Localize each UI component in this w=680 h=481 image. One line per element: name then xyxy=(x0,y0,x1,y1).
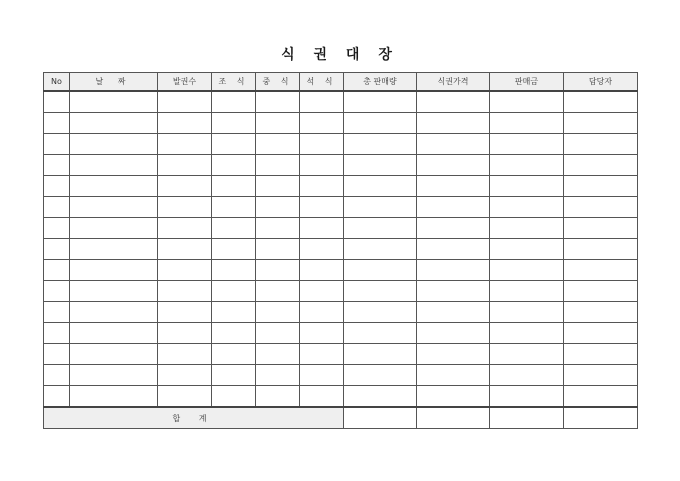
column-header-date: 날 짜 xyxy=(70,73,158,92)
table-cell-no[interactable] xyxy=(44,386,70,408)
table-cell-dinner[interactable] xyxy=(300,91,344,113)
table-cell-issued-count[interactable] xyxy=(158,155,212,176)
table-cell-ticket-price[interactable] xyxy=(417,260,490,281)
table-cell-sales-amount[interactable] xyxy=(490,197,564,218)
total-cell-person-in-charge[interactable] xyxy=(564,407,638,429)
table-cell-issued-count[interactable] xyxy=(158,323,212,344)
table-cell-date[interactable] xyxy=(70,218,158,239)
table-cell-lunch[interactable] xyxy=(256,113,300,134)
table-cell-breakfast[interactable] xyxy=(212,365,256,386)
column-header-ticket-price: 식권가격 xyxy=(417,73,490,92)
table-cell-total-sales[interactable] xyxy=(344,113,417,134)
table-row xyxy=(44,323,638,344)
table-cell-date[interactable] xyxy=(70,155,158,176)
table-cell-lunch[interactable] xyxy=(256,197,300,218)
table-cell-issued-count[interactable] xyxy=(158,239,212,260)
table-cell-lunch[interactable] xyxy=(256,281,300,302)
table-cell-issued-count[interactable] xyxy=(158,365,212,386)
meal-ticket-ledger-table xyxy=(43,72,638,429)
table-cell-total-sales[interactable] xyxy=(344,239,417,260)
page-title: 식 권 대 장 xyxy=(281,47,399,63)
table-cell-no[interactable] xyxy=(44,365,70,386)
table-row xyxy=(44,218,638,239)
table-cell-date[interactable] xyxy=(70,91,158,113)
table-cell-no[interactable] xyxy=(44,323,70,344)
table-body xyxy=(44,91,638,407)
table-cell-sales-amount[interactable] xyxy=(490,176,564,197)
total-cell-ticket-price[interactable] xyxy=(417,407,490,429)
table-row xyxy=(44,239,638,260)
table-cell-sales-amount[interactable] xyxy=(490,239,564,260)
table-cell-no[interactable] xyxy=(44,344,70,365)
table-cell-person-in-charge[interactable] xyxy=(564,113,638,134)
table-cell-no[interactable] xyxy=(44,260,70,281)
table-cell-total-sales[interactable] xyxy=(344,134,417,155)
table-cell-total-sales[interactable] xyxy=(344,302,417,323)
table-cell-total-sales[interactable] xyxy=(344,260,417,281)
column-header-no: No xyxy=(44,73,70,92)
table-cell-breakfast[interactable] xyxy=(212,134,256,155)
table-cell-ticket-price[interactable] xyxy=(417,386,490,408)
table-cell-issued-count[interactable] xyxy=(158,218,212,239)
table-cell-total-sales[interactable] xyxy=(344,281,417,302)
table-cell-lunch[interactable] xyxy=(256,302,300,323)
table-cell-total-sales[interactable] xyxy=(344,155,417,176)
table-cell-no[interactable] xyxy=(44,239,70,260)
table-cell-no[interactable] xyxy=(44,218,70,239)
table-cell-dinner[interactable] xyxy=(300,197,344,218)
table-cell-no[interactable] xyxy=(44,155,70,176)
table-cell-breakfast[interactable] xyxy=(212,344,256,365)
table-cell-person-in-charge[interactable] xyxy=(564,260,638,281)
table-cell-ticket-price[interactable] xyxy=(417,239,490,260)
column-header-breakfast: 조 식 xyxy=(212,73,256,92)
column-header-total-sales: 총 판매량 xyxy=(344,73,417,92)
table-cell-date[interactable] xyxy=(70,197,158,218)
table-cell-person-in-charge[interactable] xyxy=(564,323,638,344)
table-cell-lunch[interactable] xyxy=(256,260,300,281)
table-cell-person-in-charge[interactable] xyxy=(564,386,638,408)
table-cell-no[interactable] xyxy=(44,176,70,197)
table-cell-ticket-price[interactable] xyxy=(417,344,490,365)
table-cell-sales-amount[interactable] xyxy=(490,113,564,134)
table-cell-person-in-charge[interactable] xyxy=(564,134,638,155)
table-cell-sales-amount[interactable] xyxy=(490,386,564,408)
table-cell-breakfast[interactable] xyxy=(212,260,256,281)
table-cell-issued-count[interactable] xyxy=(158,91,212,113)
table-cell-breakfast[interactable] xyxy=(212,239,256,260)
table-cell-dinner[interactable] xyxy=(300,239,344,260)
total-label: 합 계 xyxy=(44,407,344,429)
table-cell-dinner[interactable] xyxy=(300,218,344,239)
table-cell-total-sales[interactable] xyxy=(344,323,417,344)
table-cell-breakfast[interactable] xyxy=(212,323,256,344)
table-cell-total-sales[interactable] xyxy=(344,218,417,239)
table-cell-total-sales[interactable] xyxy=(344,176,417,197)
column-header-issued-count: 발권수 xyxy=(158,73,212,92)
table-cell-date[interactable] xyxy=(70,344,158,365)
table-cell-person-in-charge[interactable] xyxy=(564,302,638,323)
table-cell-person-in-charge[interactable] xyxy=(564,155,638,176)
table-cell-ticket-price[interactable] xyxy=(417,113,490,134)
table-cell-date[interactable] xyxy=(70,239,158,260)
table-cell-issued-count[interactable] xyxy=(158,113,212,134)
table-cell-no[interactable] xyxy=(44,91,70,113)
table-cell-total-sales[interactable] xyxy=(344,386,417,408)
table-cell-dinner[interactable] xyxy=(300,155,344,176)
table-cell-breakfast[interactable] xyxy=(212,197,256,218)
table-cell-dinner[interactable] xyxy=(300,113,344,134)
table-cell-ticket-price[interactable] xyxy=(417,197,490,218)
table-cell-no[interactable] xyxy=(44,197,70,218)
table-row xyxy=(44,134,638,155)
table-cell-dinner[interactable] xyxy=(300,386,344,408)
table-cell-ticket-price[interactable] xyxy=(417,91,490,113)
table-row xyxy=(44,155,638,176)
table-cell-dinner[interactable] xyxy=(300,176,344,197)
table-cell-issued-count[interactable] xyxy=(158,344,212,365)
table-cell-ticket-price[interactable] xyxy=(417,281,490,302)
table-cell-person-in-charge[interactable] xyxy=(564,176,638,197)
table-row xyxy=(44,91,638,113)
table-cell-date[interactable] xyxy=(70,323,158,344)
table-cell-lunch[interactable] xyxy=(256,176,300,197)
column-header-sales-amount: 판매금 xyxy=(490,73,564,92)
table-cell-sales-amount[interactable] xyxy=(490,155,564,176)
table-cell-date[interactable] xyxy=(70,134,158,155)
table-row xyxy=(44,386,638,408)
table-cell-ticket-price[interactable] xyxy=(417,302,490,323)
table-row xyxy=(44,365,638,386)
table-cell-issued-count[interactable] xyxy=(158,134,212,155)
table-cell-ticket-price[interactable] xyxy=(417,176,490,197)
table-cell-dinner[interactable] xyxy=(300,260,344,281)
table-row xyxy=(44,302,638,323)
table-cell-no[interactable] xyxy=(44,302,70,323)
table-cell-lunch[interactable] xyxy=(256,91,300,113)
table-row xyxy=(44,113,638,134)
table-cell-total-sales[interactable] xyxy=(344,91,417,113)
table-cell-total-sales[interactable] xyxy=(344,197,417,218)
table-cell-issued-count[interactable] xyxy=(158,281,212,302)
column-header-person-in-charge: 담당자 xyxy=(564,73,638,92)
table-cell-ticket-price[interactable] xyxy=(417,323,490,344)
table-cell-breakfast[interactable] xyxy=(212,155,256,176)
table-cell-no[interactable] xyxy=(44,113,70,134)
table-cell-issued-count[interactable] xyxy=(158,260,212,281)
table-header-row xyxy=(44,73,638,92)
table-cell-breakfast[interactable] xyxy=(212,113,256,134)
table-row xyxy=(44,176,638,197)
table-cell-ticket-price[interactable] xyxy=(417,134,490,155)
table-cell-date[interactable] xyxy=(70,365,158,386)
table-cell-sales-amount[interactable] xyxy=(490,260,564,281)
table-row xyxy=(44,197,638,218)
table-cell-person-in-charge[interactable] xyxy=(564,239,638,260)
column-header-dinner: 석 식 xyxy=(300,73,344,92)
table-cell-lunch[interactable] xyxy=(256,365,300,386)
table-cell-total-sales[interactable] xyxy=(344,365,417,386)
total-cell-total-sales[interactable] xyxy=(344,407,417,429)
table-cell-date[interactable] xyxy=(70,260,158,281)
table-cell-date[interactable] xyxy=(70,386,158,408)
table-cell-lunch[interactable] xyxy=(256,134,300,155)
table-row xyxy=(44,344,638,365)
table-cell-issued-count[interactable] xyxy=(158,386,212,408)
table-cell-breakfast[interactable] xyxy=(212,218,256,239)
table-cell-person-in-charge[interactable] xyxy=(564,281,638,302)
table-cell-dinner[interactable] xyxy=(300,302,344,323)
table-cell-lunch[interactable] xyxy=(256,239,300,260)
table-cell-dinner[interactable] xyxy=(300,323,344,344)
table-cell-lunch[interactable] xyxy=(256,386,300,408)
table-cell-issued-count[interactable] xyxy=(158,302,212,323)
table-cell-person-in-charge[interactable] xyxy=(564,197,638,218)
table-cell-dinner[interactable] xyxy=(300,134,344,155)
table-cell-ticket-price[interactable] xyxy=(417,155,490,176)
table-row xyxy=(44,260,638,281)
total-row xyxy=(44,407,638,429)
table-cell-ticket-price[interactable] xyxy=(417,218,490,239)
table-cell-lunch[interactable] xyxy=(256,344,300,365)
table-cell-issued-count[interactable] xyxy=(158,176,212,197)
table-cell-date[interactable] xyxy=(70,113,158,134)
table-cell-no[interactable] xyxy=(44,281,70,302)
table-cell-sales-amount[interactable] xyxy=(490,281,564,302)
table-cell-lunch[interactable] xyxy=(256,155,300,176)
table-cell-person-in-charge[interactable] xyxy=(564,365,638,386)
table-cell-dinner[interactable] xyxy=(300,344,344,365)
table-cell-lunch[interactable] xyxy=(256,218,300,239)
table-cell-sales-amount[interactable] xyxy=(490,91,564,113)
table-cell-breakfast[interactable] xyxy=(212,281,256,302)
table-cell-date[interactable] xyxy=(70,302,158,323)
total-cell-sales-amount[interactable] xyxy=(490,407,564,429)
table-cell-breakfast[interactable] xyxy=(212,176,256,197)
table-cell-dinner[interactable] xyxy=(300,281,344,302)
table-cell-breakfast[interactable] xyxy=(212,386,256,408)
table-cell-person-in-charge[interactable] xyxy=(564,344,638,365)
table-cell-sales-amount[interactable] xyxy=(490,344,564,365)
table-cell-date[interactable] xyxy=(70,176,158,197)
table-cell-no[interactable] xyxy=(44,134,70,155)
table-cell-ticket-price[interactable] xyxy=(417,365,490,386)
column-header-lunch: 중 식 xyxy=(256,73,300,92)
table-cell-dinner[interactable] xyxy=(300,365,344,386)
table-cell-issued-count[interactable] xyxy=(158,197,212,218)
table-cell-breakfast[interactable] xyxy=(212,302,256,323)
table-cell-breakfast[interactable] xyxy=(212,91,256,113)
table-cell-sales-amount[interactable] xyxy=(490,134,564,155)
table-cell-person-in-charge[interactable] xyxy=(564,218,638,239)
table-cell-sales-amount[interactable] xyxy=(490,323,564,344)
table-cell-person-in-charge[interactable] xyxy=(564,91,638,113)
table-cell-sales-amount[interactable] xyxy=(490,218,564,239)
table-cell-sales-amount[interactable] xyxy=(490,365,564,386)
table-cell-sales-amount[interactable] xyxy=(490,302,564,323)
table-cell-total-sales[interactable] xyxy=(344,344,417,365)
table-cell-date[interactable] xyxy=(70,281,158,302)
table-row xyxy=(44,281,638,302)
table-cell-lunch[interactable] xyxy=(256,323,300,344)
